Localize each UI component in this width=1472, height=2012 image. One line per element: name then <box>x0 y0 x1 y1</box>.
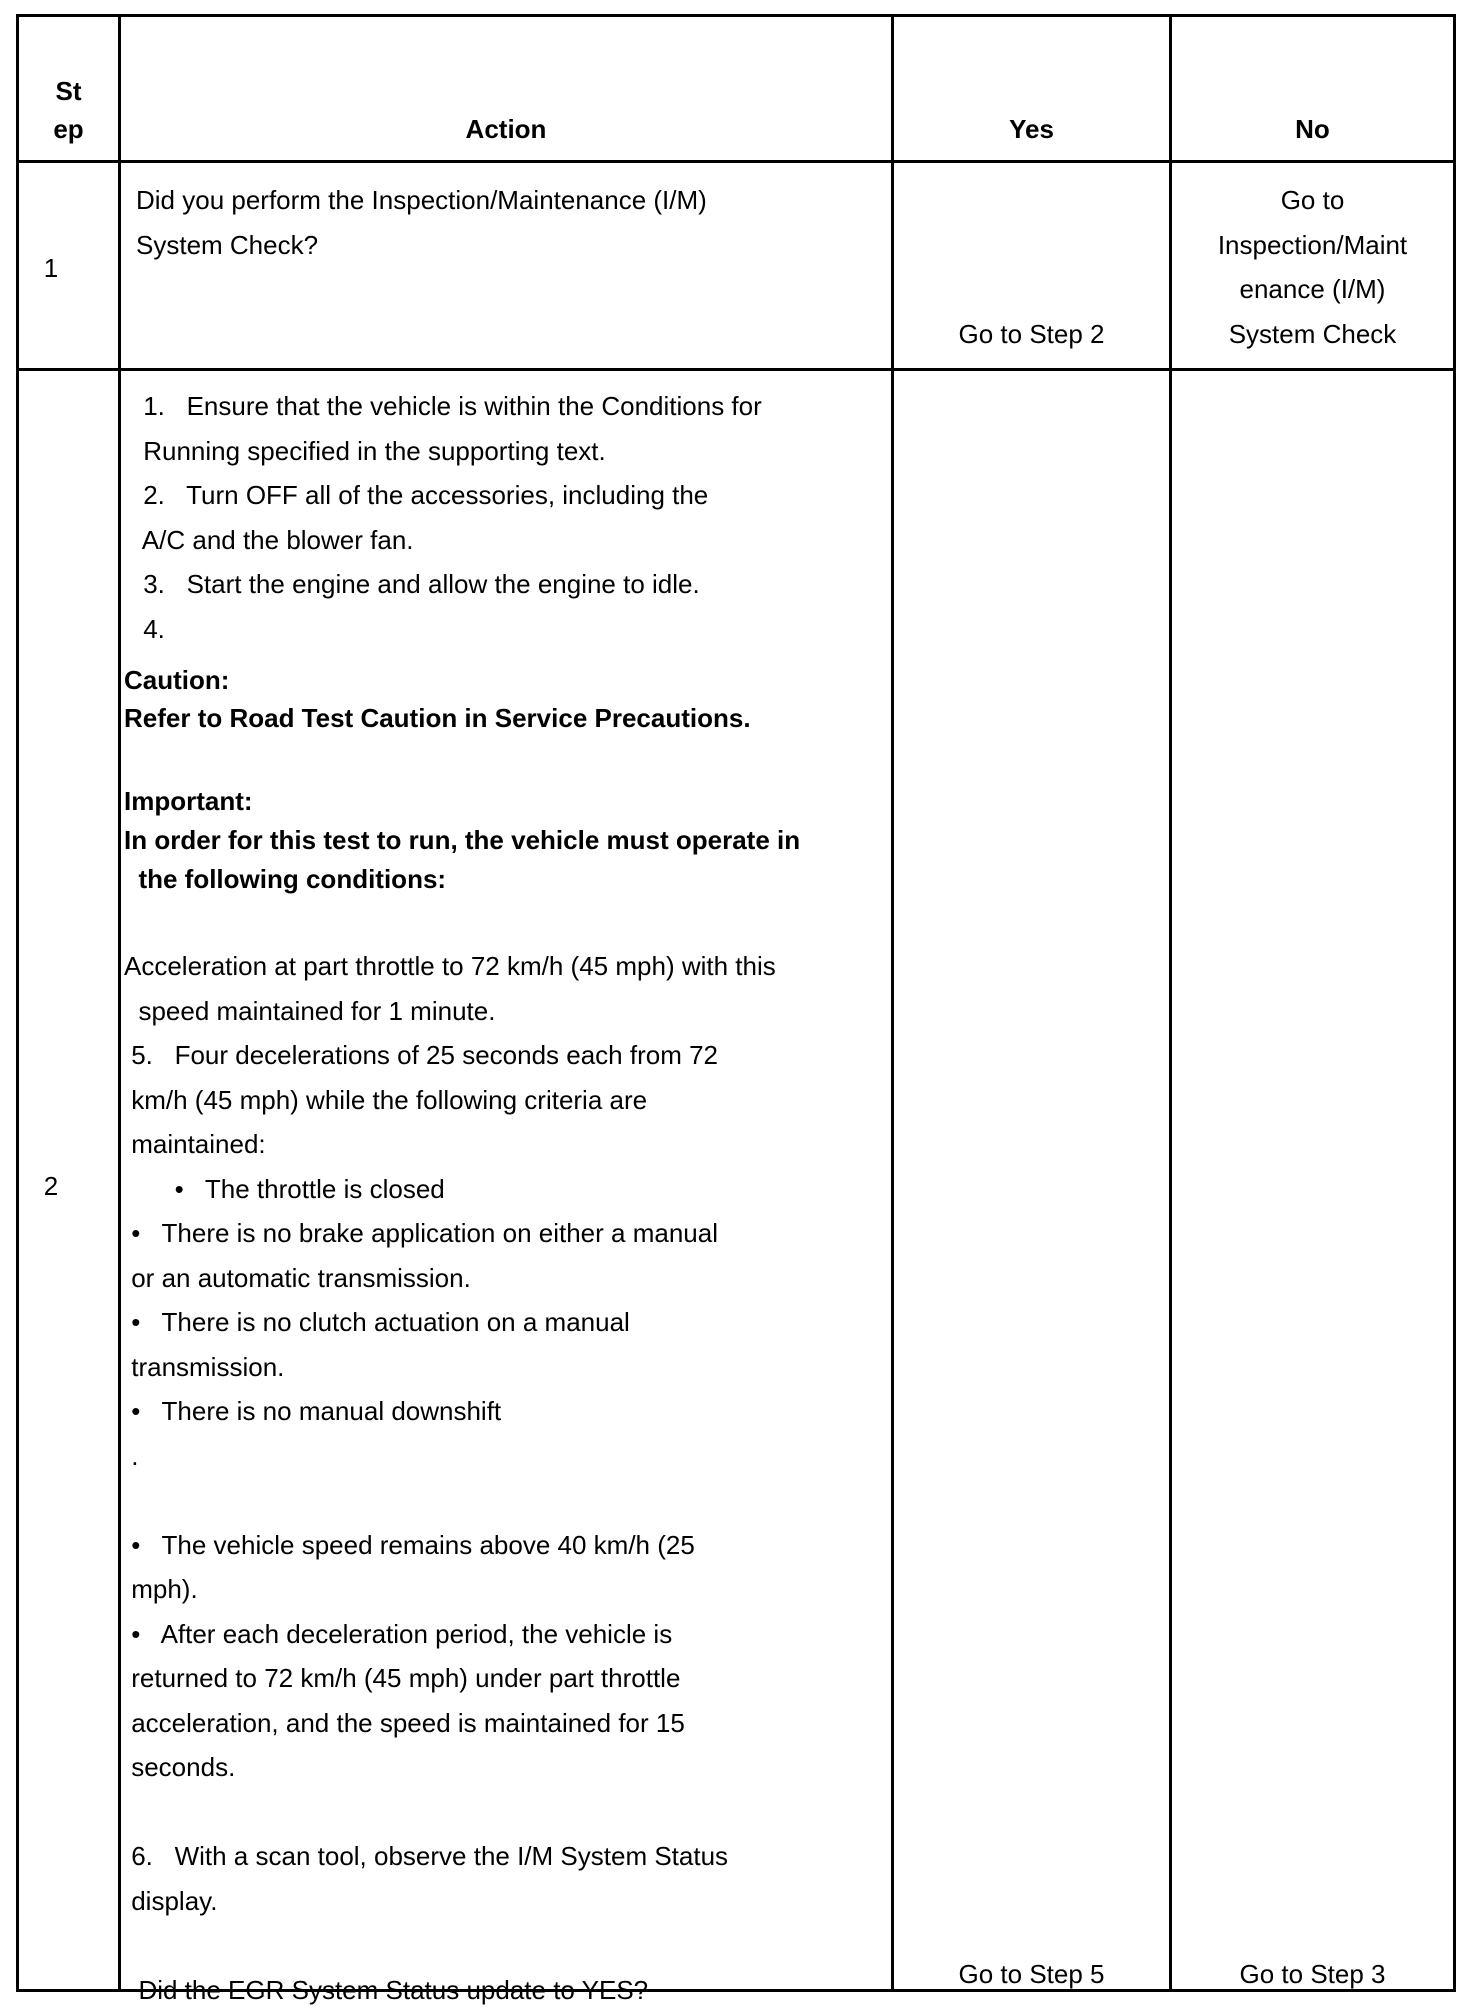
row-divider <box>16 368 1456 371</box>
row2-conditions <box>124 944 884 2012</box>
condition-line: or an automatic transmission. <box>124 1256 884 1301</box>
header-no: No <box>1172 110 1453 148</box>
condition-line: • There is no brake application on either a manual <box>124 1211 884 1256</box>
caution-label: Caution: <box>124 661 884 699</box>
header-step: St ep <box>19 72 118 148</box>
table-border-left <box>16 14 19 1992</box>
row1-action-line: Did you perform the Inspection/Maintenance (I/M) <box>136 178 886 223</box>
row1-action-line: System Check? <box>136 223 886 268</box>
condition-line: 6. With a scan tool, observe the I/M System Status <box>124 1834 884 1879</box>
important-line: In order for this test to run, the vehicle must operate in <box>124 821 884 860</box>
row1-no-line: enance (I/M) <box>1172 267 1453 312</box>
row1-no-line: Inspection/Maint <box>1172 223 1453 268</box>
condition-line: km/h (45 mph) while the following criteria are <box>124 1078 884 1123</box>
condition-line: • There is no manual downshift <box>124 1389 884 1434</box>
row1-action <box>136 178 886 267</box>
col-divider-step <box>118 14 121 1992</box>
condition-line: transmission. <box>124 1345 884 1390</box>
condition-line: • After each deceleration period, the vehicle is <box>124 1612 884 1657</box>
condition-line: acceleration, and the speed is maintained for 15 <box>124 1701 884 1746</box>
diagnostic-table <box>16 14 1456 1992</box>
row2-action-line: 1. Ensure that the vehicle is within the Conditions for <box>136 384 886 429</box>
important-line: the following conditions: <box>124 860 884 899</box>
row2-action-line: A/C and the blower fan. <box>136 518 886 563</box>
condition-line: speed maintained for 1 minute. <box>124 989 884 1034</box>
col-divider-action <box>891 14 894 1992</box>
condition-line: Did the EGR System Status update to YES? <box>124 1968 884 2012</box>
table-border-right <box>1453 14 1456 1992</box>
condition-line: Acceleration at part throttle to 72 km/h (45 mph) with this <box>124 944 884 989</box>
caution-block <box>124 661 884 737</box>
condition-line: . <box>124 1434 884 1479</box>
important-block <box>124 782 884 899</box>
row2-action-steps <box>136 384 886 651</box>
important-label: Important: <box>124 782 884 821</box>
row2-action-line: 2. Turn OFF all of the accessories, including the <box>136 473 886 518</box>
row1-no <box>1172 178 1453 356</box>
row1-no-line: Go to <box>1172 178 1453 223</box>
condition-line: returned to 72 km/h (45 mph) under part throttle <box>124 1656 884 1701</box>
row2-step: 2 <box>19 1164 83 1209</box>
row1-no-line: System Check <box>1172 312 1453 357</box>
condition-line <box>124 1923 884 1968</box>
caution-text: Refer to Road Test Caution in Service Precautions. <box>124 699 884 737</box>
condition-line <box>124 1478 884 1523</box>
condition-line: display. <box>124 1879 884 1924</box>
row2-yes: Go to Step 5 <box>894 1954 1169 1994</box>
condition-line: mph). <box>124 1567 884 1612</box>
table-border-top <box>16 14 1456 17</box>
row1-step: 1 <box>19 246 83 291</box>
header-action: Action <box>121 110 891 148</box>
row1-yes: Go to Step 2 <box>894 312 1169 357</box>
row2-action-line: Running specified in the supporting text. <box>136 429 886 474</box>
condition-line: • The throttle is closed <box>124 1167 884 1212</box>
row2-no: Go to Step 3 <box>1172 1954 1453 1994</box>
condition-line: • The vehicle speed remains above 40 km/h (25 <box>124 1523 884 1568</box>
header-divider <box>16 160 1456 163</box>
row2-action-line: 4. <box>136 607 886 652</box>
condition-line <box>124 1790 884 1835</box>
header-yes: Yes <box>894 110 1169 148</box>
condition-line: maintained: <box>124 1122 884 1167</box>
condition-line: • There is no clutch actuation on a manual <box>124 1300 884 1345</box>
condition-line: seconds. <box>124 1745 884 1790</box>
condition-line: 5. Four decelerations of 25 seconds each from 72 <box>124 1033 884 1078</box>
row2-action-line: 3. Start the engine and allow the engine to idle. <box>136 562 886 607</box>
